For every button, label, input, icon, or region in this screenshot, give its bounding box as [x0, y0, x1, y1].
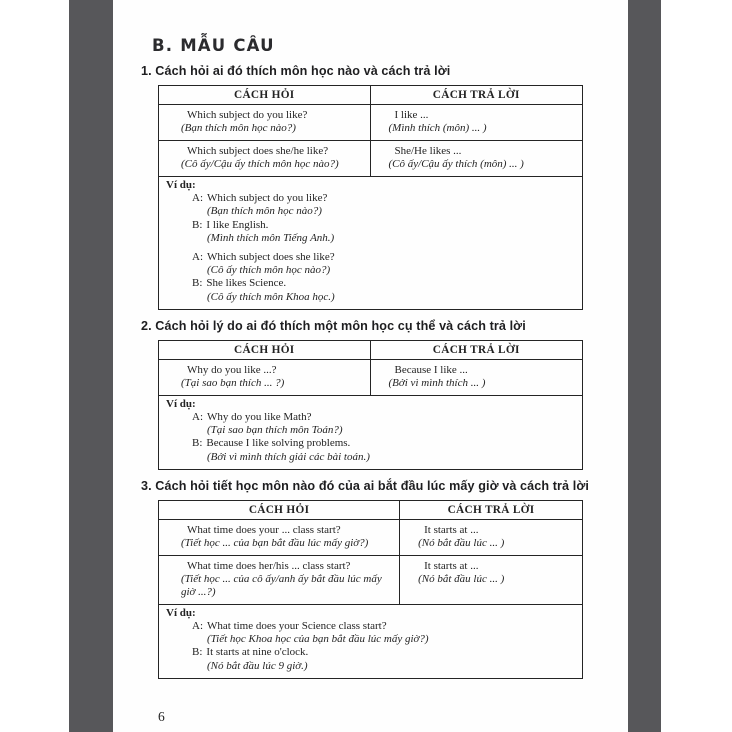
example-dialogue-line [166, 411, 574, 437]
grammar-table-3 [158, 500, 583, 679]
english-text: I like ... [394, 109, 429, 121]
vietnamese-translation: (Bạn thích môn học nào?) [207, 205, 322, 218]
page-title: B. MẪU CÂU [152, 36, 275, 55]
section-1 [113, 64, 628, 310]
vietnamese-translation: (Nó bắt đầu lúc ... ) [418, 536, 505, 549]
example-dialogue-line [166, 219, 574, 245]
table-3-header-row [159, 501, 582, 520]
question-cell [159, 141, 371, 176]
english-text: It starts at ... [424, 559, 479, 572]
table-row [159, 520, 582, 556]
table-2-header-answer: CÁCH TRẢ LỜI [432, 343, 520, 356]
question-cell [159, 556, 400, 604]
table-3-header-answer: CÁCH TRẢ LỜI [447, 503, 535, 516]
english-text: Why do you like Math? [207, 411, 312, 424]
vietnamese-translation: (Nó bắt đầu lúc ... ) [418, 572, 505, 585]
grammar-table-2 [158, 340, 583, 470]
answer-cell [371, 105, 583, 140]
table-3-header-question: CÁCH HỎI [159, 501, 400, 519]
question-cell [159, 360, 371, 395]
vietnamese-translation: (Bởi vì mình thích giải các bài toán.) [207, 450, 370, 463]
speaker-label: B: [192, 437, 203, 450]
example-dialogue-line [166, 192, 574, 218]
section-3-heading: 3. Cách hỏi tiết học môn nào đó của ai bắt đầu lúc mấy giờ và cách trả lời [141, 478, 589, 493]
vietnamese-translation: (Mình thích (môn) ... ) [388, 122, 487, 134]
vietnamese-translation: (Cô ấy thích môn Khoa học.) [207, 290, 335, 303]
table-1-header-question: CÁCH HỎI [159, 86, 371, 104]
backdrop-right-strip [628, 0, 661, 732]
vietnamese-translation: (Tại sao bạn thích ... ?) [181, 376, 285, 389]
english-text: Why do you like ...? [187, 363, 277, 376]
vietnamese-translation: (Bạn thích môn học nào?) [181, 122, 296, 134]
vietnamese-translation: (Cô ấy/Cậu ấy thích môn học nào?) [181, 158, 339, 170]
answer-cell [400, 556, 582, 604]
table-1-header-row [159, 86, 582, 105]
table-row [159, 105, 582, 141]
table-2-header-question: CÁCH HỎI [159, 341, 371, 359]
vietnamese-translation: (Cô ấy thích môn học nào?) [207, 264, 331, 277]
example-dialogue-line [166, 620, 574, 646]
example-label: Ví dụ: [166, 606, 196, 619]
example-label: Ví dụ: [166, 397, 196, 410]
speaker-label: B: [192, 277, 203, 290]
answer-cell [371, 360, 583, 395]
answer-cell [400, 520, 582, 555]
vietnamese-translation: (Tiết học ... của bạn bắt đầu lúc mấy giờ?) [181, 536, 369, 549]
speaker-label: A: [192, 251, 203, 264]
vietnamese-translation: (Nó bắt đầu lúc 9 giờ.) [207, 659, 308, 672]
speaker-label: A: [192, 620, 203, 633]
question-cell [159, 105, 371, 140]
example-dialogue-line [166, 277, 574, 303]
section-1-heading: 1. Cách hỏi ai đó thích môn học nào và cách trả lời [141, 64, 451, 78]
vietnamese-translation: (Tại sao bạn thích môn Toán?) [207, 424, 343, 437]
example-dialogue-line [166, 437, 574, 463]
speaker-label: A: [192, 411, 203, 424]
section-2 [113, 319, 628, 470]
english-text: What time does her/his ... class start? [187, 559, 351, 572]
vietnamese-translation: (Mình thích môn Tiếng Anh.) [207, 231, 335, 244]
example-box [159, 605, 582, 678]
grammar-table-1 [158, 85, 583, 310]
example-dialogue-line [166, 646, 574, 672]
english-text: Which subject does she/he like? [187, 145, 329, 157]
vietnamese-translation: (Cô ấy/Cậu ấy thích (môn) ... ) [388, 158, 524, 170]
speaker-label: A: [192, 192, 203, 205]
english-text: Which subject do you like? [187, 109, 308, 121]
table-row [159, 556, 582, 605]
table-2-header-row [159, 341, 582, 360]
table-row [159, 141, 582, 177]
example-box [159, 396, 582, 469]
vietnamese-translation: (Bởi vì mình thích ... ) [388, 376, 486, 389]
speaker-label: B: [192, 218, 203, 231]
table-row [159, 360, 582, 396]
book-page [113, 0, 628, 732]
english-text: She/He likes ... [394, 145, 462, 157]
english-text: Because I like solving problems. [206, 437, 351, 450]
english-text: It starts at nine o'clock. [206, 646, 309, 659]
table-1-header-answer: CÁCH TRẢ LỜI [432, 89, 520, 101]
question-cell [159, 520, 400, 555]
english-text: It starts at ... [424, 523, 479, 536]
english-text: Because I like ... [394, 363, 468, 376]
vietnamese-translation: (Tiết học ... của cô ấy/anh ấy bắt đầu lúc mấy giờ ...?) [181, 572, 382, 598]
backdrop-left-strip [69, 0, 113, 732]
vietnamese-translation: (Tiết học Khoa học của bạn bắt đầu lúc mấy giờ?) [207, 633, 429, 646]
english-text: What time does your Science class start? [207, 620, 387, 633]
example-box [159, 177, 582, 309]
english-text: What time does your ... class start? [187, 523, 341, 536]
answer-cell [371, 141, 583, 176]
speaker-label: B: [192, 646, 203, 659]
example-dialogue-line [166, 251, 574, 277]
section-3 [113, 479, 628, 679]
english-text: Which subject do you like? [207, 192, 328, 205]
section-2-heading: 2. Cách hỏi lý do ai đó thích một môn học cụ thể và cách trả lời [141, 318, 526, 333]
example-label: Ví dụ: [166, 179, 196, 191]
page-number: 6 [158, 708, 165, 724]
english-text: She likes Science. [206, 277, 287, 290]
english-text: I like English. [206, 218, 269, 231]
english-text: Which subject does she like? [207, 251, 335, 264]
